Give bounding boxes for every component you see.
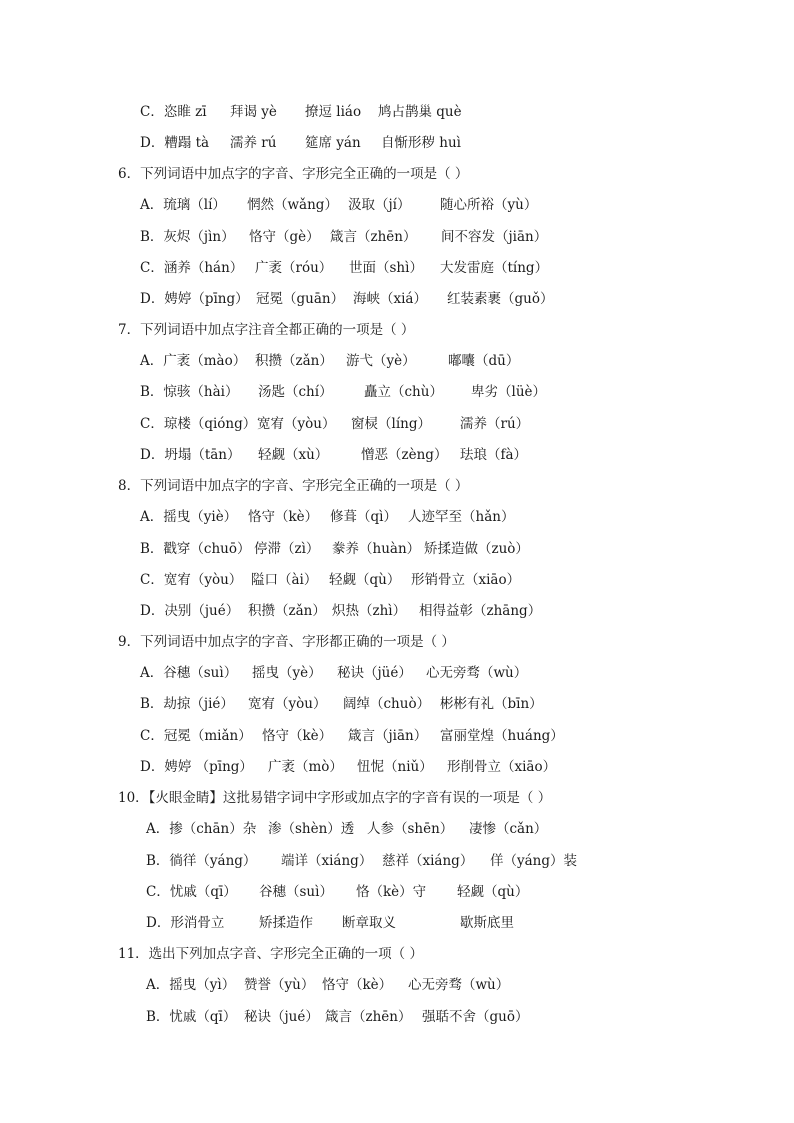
option-term: C．忧戚（qī）	[146, 884, 237, 900]
option-term: 积攒（zǎn）	[255, 353, 333, 369]
option-term: C．涵养（hán）	[140, 260, 244, 276]
option-term: 凄惨（cǎn）	[469, 821, 548, 837]
option-term: B．惊骇（hài）	[140, 384, 239, 400]
option-term: B．徜徉（yáng）	[146, 853, 257, 869]
option-term: B．忧戚（qī）	[146, 1009, 237, 1025]
option-term: 彬彬有礼（bīn）	[440, 696, 543, 712]
option-term: 秘诀（jüé）	[337, 665, 412, 681]
option-term: B．灰烬（jìn）	[140, 229, 235, 245]
option-term: 濡养（rú）	[460, 416, 530, 432]
question-text: 6．下列词语中加点字的字音、字形完全正确的一项是（ ）	[118, 166, 469, 182]
option-term: 拜谒 yè	[230, 104, 277, 120]
option-term: 游弋（yè）	[346, 353, 416, 369]
option-term: 憎恶（zèng）	[361, 447, 448, 463]
question-text: 9．下列词语中加点字的字音、字形都正确的一项是（ ）	[118, 634, 455, 650]
option-term: 卑劣（lüè）	[471, 384, 547, 400]
option-term: 珐琅（fà）	[460, 447, 528, 463]
option-term: 宽宥（yòu）	[257, 416, 336, 432]
question-text: 7．下列词语中加点字注音全都正确的一项是（ ）	[118, 322, 415, 338]
option-term: B．劫掠（jié）	[140, 696, 234, 712]
option-term: 豢养（huàn）	[332, 541, 421, 557]
option-term: 修葺（qì）	[330, 509, 397, 525]
option-term: 谷穗（suì）	[259, 884, 333, 900]
option-term: 端详（xiáng）	[281, 853, 373, 869]
option-term: 红装素裹（guǒ）	[447, 291, 554, 307]
option-term: 大发雷庭（tíng）	[440, 260, 549, 276]
option-term: A．广袤（mào）	[140, 353, 247, 369]
option-term: D．娉婷 （pīng）	[140, 759, 253, 775]
option-term: 嘟囔（dū）	[448, 353, 520, 369]
option-term: A．掺（chān）杂	[146, 821, 257, 837]
option-term: 恪守（gè）	[249, 229, 320, 245]
option-term: 人参（shēn）	[367, 821, 454, 837]
option-term: D．娉婷（pīng）	[140, 291, 249, 307]
option-term: D．糟蹋 tà	[140, 135, 210, 151]
option-term: A．琉璃（lí）	[140, 197, 226, 213]
option-term: 秘诀（jué）	[244, 1009, 319, 1025]
option-term: 箴言（jiān）	[348, 728, 428, 744]
option-term: D．坍塌（tān）	[140, 447, 241, 463]
option-term: 撩逗 liáo	[305, 104, 362, 120]
option-term: 形削骨立（xiāo）	[447, 759, 557, 775]
question-text: 8．下列词语中加点字的字音、字形完全正确的一项是（ ）	[118, 478, 469, 494]
option-term: 鸠占鹊巢 què	[378, 104, 462, 120]
option-term: D．决别（jué）	[140, 603, 240, 619]
option-term: 摇曳（yè）	[252, 665, 322, 681]
option-term: 恪守（kè）	[262, 728, 333, 744]
option-term: 阔绰（chuò）	[343, 696, 431, 712]
option-term: 广袤（mò）	[268, 759, 343, 775]
option-term: A．摇曳（yiè）	[140, 509, 238, 525]
option-term: 矫揉造作	[259, 915, 313, 931]
option-term: 忸怩（niǔ）	[357, 759, 433, 775]
option-term: 窗棂（líng）	[351, 416, 431, 432]
option-term: 海峡（xiá）	[353, 291, 427, 307]
option-term: 形销骨立（xiāo）	[411, 572, 521, 588]
option-term: 箴言（zhēn）	[330, 229, 417, 245]
question-text: 11．选出下列加点字音、字形完全正确的一项（ ）	[118, 946, 423, 962]
option-term: C．宽宥（yòu）	[140, 572, 243, 588]
option-term: 宽宥（yòu）	[248, 696, 327, 712]
question-text: 10．【火眼金睛】这批易错字词中字形或加点字的字音有误的一项是（ ）	[118, 790, 552, 806]
option-term: 积攒（zǎn）	[248, 603, 326, 619]
option-term: 心无旁骛（wù）	[408, 977, 510, 993]
option-term: 赞誉（yù）	[244, 977, 315, 993]
option-term: A．谷穗（suì）	[140, 665, 238, 681]
option-term: 轻觑（xù）	[258, 447, 329, 463]
option-term: 炽热（zhì）	[332, 603, 407, 619]
option-term: 矗立（chù）	[364, 384, 443, 400]
option-term: C．琼楼（qióng）	[140, 416, 257, 432]
option-term: 富丽堂煌（huáng）	[440, 728, 564, 744]
option-term: 慈祥（xiáng）	[382, 853, 474, 869]
option-term: 汲取（jí）	[348, 197, 411, 213]
option-term: C．冠冕（miǎn）	[140, 728, 252, 744]
option-term: 随心所裕（yù）	[440, 197, 538, 213]
option-term: 佯（yáng）装	[490, 853, 578, 869]
option-term: 强聒不舍（guō）	[422, 1009, 529, 1025]
option-term: 恪守（kè）	[322, 977, 393, 993]
option-term: C．恣睢 zī	[140, 104, 207, 120]
option-term: 隘口（ài）	[251, 572, 318, 588]
option-term: 汤匙（chí）	[258, 384, 333, 400]
option-term: 恪守（kè）	[248, 509, 319, 525]
option-term: B．戳穿（chuō）	[140, 541, 251, 557]
option-term: 自惭形秽 huì	[381, 135, 461, 151]
option-term: 轻觑（qù）	[457, 884, 529, 900]
option-term: 渗（shèn）透	[268, 821, 355, 837]
option-term: 歇斯底里	[460, 915, 514, 931]
option-term: 人迹罕至（hǎn）	[408, 509, 515, 525]
option-term: 箴言（zhēn）	[325, 1009, 412, 1025]
option-term: 间不容发（jiān）	[441, 229, 548, 245]
option-term: A．摇曳（yì）	[146, 977, 236, 993]
option-term: 恪（kè）守	[356, 884, 427, 900]
option-term: 矫揉造做（zuò）	[424, 541, 529, 557]
option-term: 濡养 rú	[230, 135, 277, 151]
option-term: 停滞（zì）	[254, 541, 320, 557]
option-term: 心无旁骛（wù）	[426, 665, 528, 681]
option-term: 相得益彰（zhāng）	[419, 603, 542, 619]
option-term: 断章取义	[342, 915, 396, 931]
option-term: 广袤（róu）	[255, 260, 333, 276]
option-term: 世面（shì）	[349, 260, 423, 276]
option-term: 惘然（wǎng）	[247, 197, 338, 213]
option-term: D．形消骨立	[146, 915, 225, 931]
option-term: 筵席 yán	[305, 135, 361, 151]
option-term: 冠冕（guān）	[256, 291, 345, 307]
option-term: 轻觑（qù）	[329, 572, 401, 588]
